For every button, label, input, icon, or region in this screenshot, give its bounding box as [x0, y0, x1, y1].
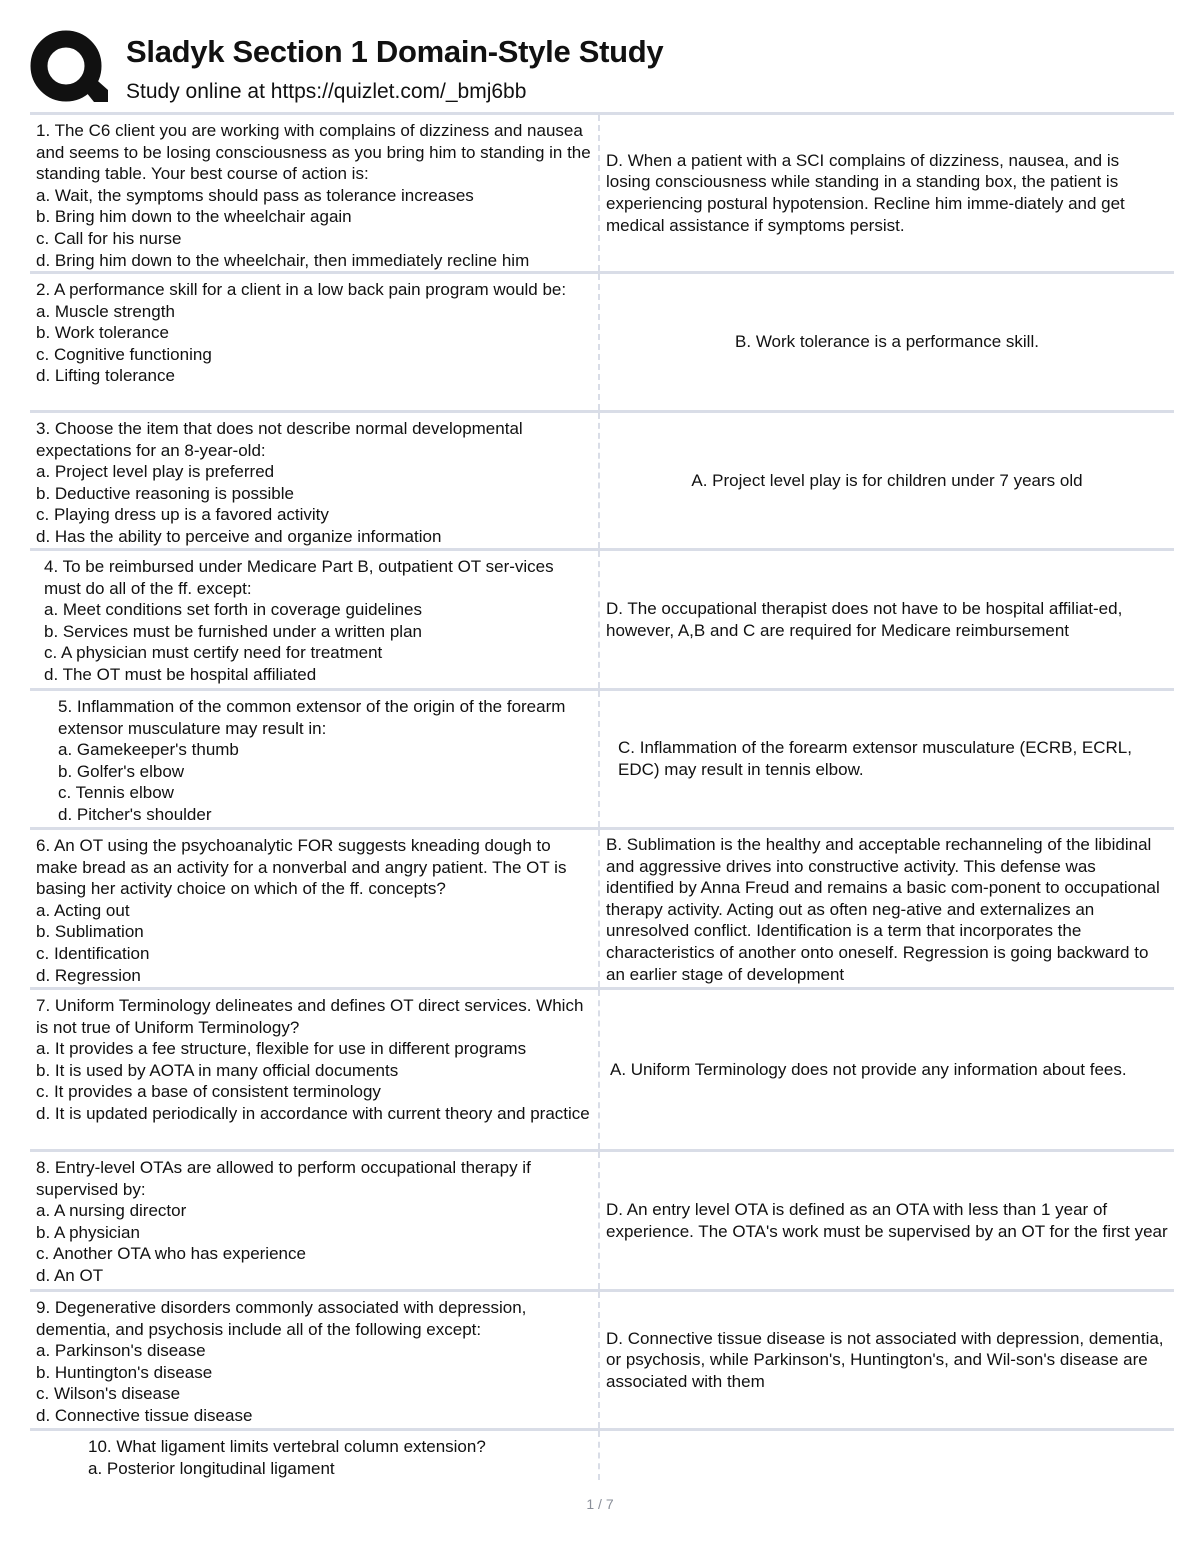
card-answer-4 [600, 551, 1174, 688]
card-answer-text-2: B. Work tolerance is a performance skill. [735, 332, 1039, 352]
card-answer-3 [600, 413, 1174, 548]
card-answer-1 [600, 115, 1174, 271]
card-answer-text-6: B. Sublimation is the healthy and acceptable rechanneling of the libidinal and aggressive drives into constructive activity. This defense was identified by Anna Freud and remains a basic com-ponent to occupational therapy activity. Acting out as often neg-ative and externalizes an unresolved conflict. Identification is a term that incorporates the characteristics of another onto oneself. Regression is going backward to an earlier stage of development [606, 835, 1160, 984]
card-row-6 [30, 827, 1174, 987]
card-question-8: 8. Entry-level OTAs are allowed to perform occupational therapy if supervised by: a. A nursing director b. A physician c. Another OTA who has experience d. An OT [30, 1152, 600, 1289]
card-question-9: 9. Degenerative disorders commonly associated with depression, dementia, and psychosis include all of the following except: a. Parkinson's disease b. Huntington's disease c. Wilson's disease d. Connective tissue disease [30, 1292, 600, 1428]
card-row-5 [30, 688, 1174, 827]
study-link[interactable]: Study online at https://quizlet.com/_bmj6bb [126, 80, 527, 103]
card-answer-6 [600, 830, 1174, 987]
card-answer-5 [600, 691, 1174, 827]
card-answer-text-1: D. When a patient with a SCI complains of dizziness, nausea, and is losing consciousness while standing in a standing box, the patient is experiencing postural hypotension. Recline him imme-diately and get medical assistance if symptoms persist. [606, 150, 1125, 235]
card-answer-2 [600, 274, 1174, 410]
page-number: 1 / 7 [586, 1496, 614, 1512]
card-answer-text-3: A. Project level play is for children under 7 years old [691, 470, 1083, 490]
card-question-2: 2. A performance skill for a client in a low back pain program would be: a. Muscle strength b. Work tolerance c. Cognitive functioning d. Lifting tolerance [30, 274, 600, 410]
card-row-8 [30, 1149, 1174, 1289]
card-row-1 [30, 112, 1174, 271]
card-question-6: 6. An OT using the psychoanalytic FOR suggests kneading dough to make bread as an activity for a nonverbal and angry patient. The OT is basing her activity choice on which of the ff. concepts? a. Acting out b. Sublimation c. Identification d. Regression [30, 830, 600, 987]
card-row-10 [30, 1428, 1174, 1480]
card-row-3 [30, 410, 1174, 548]
page-title: Sladyk Section 1 Domain-Style Study [126, 34, 664, 69]
card-question-10: 10. What ligament limits vertebral column extension? a. Posterior longitudinal ligament [30, 1431, 600, 1480]
card-question-7: 7. Uniform Terminology delineates and defines OT direct services. Which is not true of Uniform Terminology? a. It provides a fee structure, flexible for use in different programs b. It is used by AOTA in many official documents c. It provides a base of consistent terminology d. It is updated periodically in accordance with current theory and practice [30, 990, 600, 1149]
card-question-1: 1. The C6 client you are working with complains of dizziness and nausea and seems to be losing consciousness as you bring him to standing in the standing table. Your best course of action is: a. Wait, the symptoms should pass as tolerance increases b. Bring him down to the wheelchair again c. Call for his nurse d. Bring him down to the wheelchair, then immediately recline him [30, 115, 600, 271]
card-answer-10 [600, 1431, 1174, 1480]
page-header [28, 28, 1178, 108]
card-row-7 [30, 987, 1174, 1149]
card-row-9 [30, 1289, 1174, 1428]
flashcard-table [30, 112, 1174, 1480]
card-answer-text-7: A. Uniform Terminology does not provide any information about fees. [610, 1059, 1127, 1079]
card-question-4: 4. To be reimbursed under Medicare Part B, outpatient OT ser-vices must do all of the ff. except: a. Meet conditions set forth in coverage guidelines b. Services must be furnished under a written plan c. A physician must certify need for treatment d. The OT must be hospital affiliated [30, 551, 600, 688]
card-row-2 [30, 271, 1174, 410]
card-answer-9 [600, 1292, 1174, 1428]
card-row-4 [30, 548, 1174, 688]
card-answer-text-4: D. The occupational therapist does not have to be hospital affiliat-ed, however, A,B and C are required for Medicare reimbursement [606, 598, 1123, 640]
card-answer-text-9: D. Connective tissue disease is not associated with depression, dementia, or psychosis, while Parkinson's, Huntington's, and Wil-son's disease are associated with them [606, 1328, 1164, 1391]
card-question-3: 3. Choose the item that does not describe normal developmental expectations for an 8-year-old: a. Project level play is preferred b. Deductive reasoning is possible c. Playing dress up is a favored activity d. Has the ability to perceive and organize information [30, 413, 600, 548]
card-answer-text-8: D. An entry level OTA is defined as an OTA with less than 1 year of experience. The OTA's work must be supervised by an OT for the first year [606, 1199, 1168, 1241]
card-answer-text-5: C. Inflammation of the forearm extensor musculature (ECRB, ECRL, EDC) may result in tennis elbow. [618, 738, 1132, 779]
quizlet-q-logo-icon [28, 28, 108, 108]
card-answer-7 [600, 990, 1174, 1149]
card-answer-8 [600, 1152, 1174, 1289]
card-question-5: 5. Inflammation of the common extensor of the origin of the forearm extensor musculature may result in: a. Gamekeeper's thumb b. Golfer's elbow c. Tennis elbow d. Pitcher's shoulder [30, 691, 600, 827]
